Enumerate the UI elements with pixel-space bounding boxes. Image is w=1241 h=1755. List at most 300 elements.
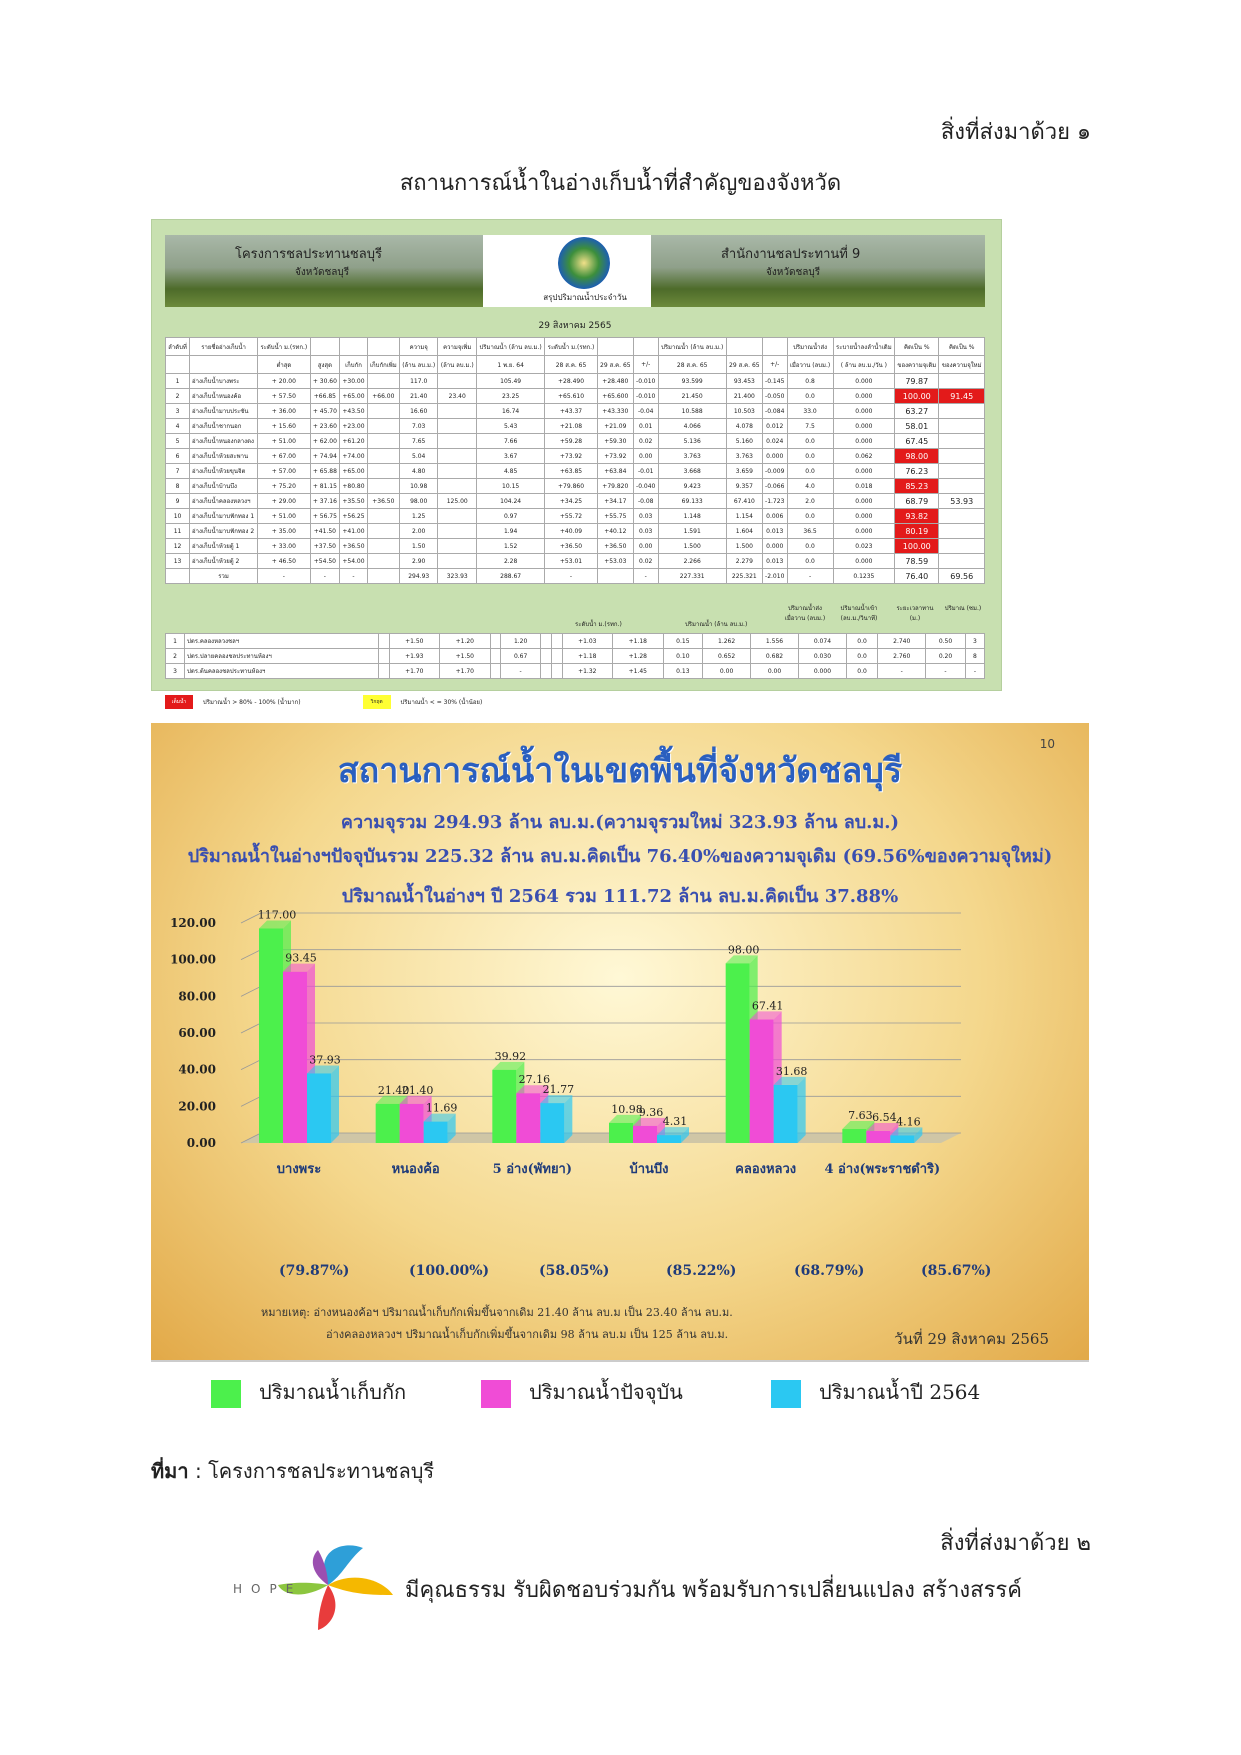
table-cell: +65.00: [340, 464, 368, 479]
table-cell: +21.08: [545, 419, 598, 434]
table-cell: + 33.00: [258, 539, 311, 554]
table-cell: 68.79: [895, 494, 939, 509]
table-cell: 6: [166, 449, 190, 464]
header-cell: คิดเป็น %: [895, 338, 939, 356]
sum-cell: 288.67: [477, 569, 545, 584]
regulator-cell: 0.20: [926, 649, 966, 664]
header-cell: ความจุเพิ่ม: [438, 338, 477, 356]
table-cell: 0.000: [833, 554, 895, 569]
bar-side: [331, 1065, 339, 1143]
table-cell: 0.018: [833, 479, 895, 494]
grid-diagonal: [241, 1060, 261, 1070]
table-cell: [939, 509, 985, 524]
legend-yellow-box: วิกฤต: [363, 695, 391, 709]
table-cell: อ่างเก็บน้ำชากนอก: [190, 419, 258, 434]
table-cell: +21.09: [597, 419, 633, 434]
table-cell: +28.480: [597, 374, 633, 389]
table-cell: 4.80: [399, 464, 438, 479]
header-cell: ปริมาณน้ำ (ล้าน ลบ.ม.): [658, 338, 726, 356]
sum-cell: 227.331: [658, 569, 726, 584]
regulator-cell: 0.0: [846, 664, 877, 679]
header-cell: ระบายน้ำลงลำน้ำเดิม: [833, 338, 895, 356]
bar-0: [376, 1104, 400, 1143]
table-cell: 0.000: [833, 494, 895, 509]
table-cell: + 75.20: [258, 479, 311, 494]
table-cell: 21.400: [726, 389, 762, 404]
table-cell: 76.23: [895, 464, 939, 479]
bar-1: [750, 1019, 774, 1143]
right-province: จังหวัดชลบุรี: [766, 267, 821, 278]
table-cell: + 62.00: [310, 434, 340, 449]
table-cell: 1.604: [726, 524, 762, 539]
table-cell: 5.04: [399, 449, 438, 464]
sum-cell: -2.010: [762, 569, 787, 584]
table-cell: + 81.15: [310, 479, 340, 494]
table-cell: +63.84: [597, 464, 633, 479]
table-cell: 0.0: [787, 554, 833, 569]
regulator-cell: [378, 634, 389, 649]
table-cell: 1.591: [658, 524, 726, 539]
sum-cell: -: [545, 569, 598, 584]
category-label: บางพระ: [276, 1162, 322, 1177]
table-cell: 105.49: [477, 374, 545, 389]
regulator-cell: 0.0: [846, 649, 877, 664]
table-cell: 80.19: [895, 524, 939, 539]
table-cell: + 56.75: [310, 509, 340, 524]
regulator-row: [166, 664, 985, 679]
regulator-cell: +1.50: [389, 634, 440, 649]
bar-2: [774, 1085, 798, 1143]
header-cell: [762, 338, 787, 356]
table-cell: +54.00: [340, 554, 368, 569]
sum-cell: [367, 569, 399, 584]
table-cell: 125.00: [438, 494, 477, 509]
right-org: สำนักงานชลประทานที่ 9: [721, 247, 861, 262]
table-cell: [367, 374, 399, 389]
table-cell: 93.599: [658, 374, 726, 389]
legend-label-storage: ปริมาณน้ำเก็บกัก: [259, 1380, 407, 1404]
table-cell: 0.000: [833, 419, 895, 434]
table-cell: อ่างเก็บน้ำห้วยสะพาน: [190, 449, 258, 464]
table-cell: 1.50: [399, 539, 438, 554]
table-cell: +79.820: [597, 479, 633, 494]
table-cell: [367, 554, 399, 569]
sec2-header-period: ระยะเวลาทาน (ม.): [896, 605, 934, 622]
regulator-cell: [540, 664, 551, 679]
sum-cell: 69.56: [939, 569, 985, 584]
sec2-header-level: ระดับน้ำ ม.(รทก.): [575, 621, 622, 628]
table-cell: [939, 464, 985, 479]
table-cell: +40.09: [545, 524, 598, 539]
regulator-cell: +1.03: [562, 634, 613, 649]
bar-0: [726, 963, 750, 1143]
table-cell: [367, 509, 399, 524]
table-cell: 23.25: [477, 389, 545, 404]
slide-title: สถานการณ์น้ำในเขตพื้นที่จังหวัดชลบุรี: [337, 751, 903, 791]
legend-red-box: เต็มน้ำ: [165, 695, 193, 709]
header-cell: [597, 338, 633, 356]
header-cell: ระดับน้ำ ม.(รทก.): [258, 338, 311, 356]
royal-irrigation-seal-icon: [558, 237, 610, 289]
regulator-cell: 0.50: [926, 634, 966, 649]
subheader-cell: +/-: [762, 356, 787, 374]
table-cell: 1.94: [477, 524, 545, 539]
table-cell: 67.45: [895, 434, 939, 449]
regulator-cell: +1.32: [562, 664, 613, 679]
y-tick-label: 20.00: [178, 1099, 216, 1114]
category-label: คลองหลวง: [735, 1162, 797, 1177]
hope-logo: [233, 1540, 398, 1630]
table-cell: 0.0: [787, 389, 833, 404]
table-cell: + 46.50: [258, 554, 311, 569]
table-cell: +63.85: [545, 464, 598, 479]
legend-swatch-green: [211, 1380, 241, 1408]
table-cell: 0.000: [833, 374, 895, 389]
table-cell: +66.85: [310, 389, 340, 404]
table-cell: 10.15: [477, 479, 545, 494]
table-cell: 0.024: [762, 434, 787, 449]
sum-cell: -: [258, 569, 311, 584]
subheader-cell: +/-: [633, 356, 658, 374]
regulator-cell: 0.682: [751, 649, 799, 664]
table-cell: +55.75: [597, 509, 633, 524]
bar-value-label: 31.68: [775, 1064, 808, 1078]
table-cell: 5.136: [658, 434, 726, 449]
bar-2: [424, 1122, 448, 1143]
regulator-cell: +1.70: [389, 664, 440, 679]
regulator-cell: 0.0: [846, 634, 877, 649]
table-cell: 5: [166, 434, 190, 449]
table-cell: [939, 524, 985, 539]
table-cell: 0.000: [833, 404, 895, 419]
bar-0: [609, 1123, 633, 1143]
table-cell: +73.92: [545, 449, 598, 464]
subheader-cell: ของความจุใหม่: [939, 356, 985, 374]
table-cell: 3.763: [726, 449, 762, 464]
regulator-cell: 0.030: [798, 649, 846, 664]
table-cell: 0.8: [787, 374, 833, 389]
table-cell: อ่างเก็บน้ำห้วยขุนจิต: [190, 464, 258, 479]
table-cell: + 29.00: [258, 494, 311, 509]
sum-cell: [166, 569, 190, 584]
bar-2: [540, 1103, 564, 1143]
regulator-cell: +1.70: [440, 664, 491, 679]
table-cell: 9.357: [726, 479, 762, 494]
regulator-cell: ปตร.ต้นคลองชลประทานห้องฯ: [185, 664, 379, 679]
table-cell: 85.23: [895, 479, 939, 494]
table-cell: [438, 404, 477, 419]
regulator-cell: 0.652: [703, 649, 751, 664]
subheader-cell: [190, 356, 258, 374]
bar-2: [890, 1135, 914, 1143]
table-cell: 0.0: [787, 539, 833, 554]
regulator-cell: 2: [166, 649, 185, 664]
regulator-cell: 0.00: [751, 664, 799, 679]
table-cell: +80.80: [340, 479, 368, 494]
seal-caption: สรุปปริมาณน้ำประจำวัน: [543, 293, 627, 302]
category-label: หนองค้อ: [391, 1162, 440, 1177]
table-cell: [939, 539, 985, 554]
regulator-cell: 0.074: [798, 634, 846, 649]
table-row: [166, 374, 985, 389]
legend-label-current: ปริมาณน้ำปัจจุบัน: [529, 1380, 683, 1404]
table-cell: 2.28: [477, 554, 545, 569]
bar-value-label: 39.92: [494, 1049, 527, 1063]
header-cell: รายชื่ออ่างเก็บน้ำ: [190, 338, 258, 356]
table-cell: อ่างเก็บน้ำคลองหลวงฯ: [190, 494, 258, 509]
table-cell: 5.160: [726, 434, 762, 449]
bar-value-label: 9.36: [638, 1105, 664, 1119]
table-cell: 7.5: [787, 419, 833, 434]
table-cell: [438, 434, 477, 449]
table-cell: + 20.00: [258, 374, 311, 389]
y-tick-label: 120.00: [170, 916, 216, 930]
table-cell: 10.98: [399, 479, 438, 494]
table-legend: [165, 695, 482, 711]
bar-value-label: 37.93: [309, 1053, 341, 1067]
regulator-cell: [490, 664, 501, 679]
table-cell: 69.133: [658, 494, 726, 509]
regulator-cell: 0.13: [663, 664, 703, 679]
percent-label-2: (100.00%): [409, 1263, 490, 1279]
table-cell: 0.0: [787, 464, 833, 479]
bar-value-label: 21.40: [377, 1083, 410, 1097]
table-cell: 16.60: [399, 404, 438, 419]
table-cell: อ่างเก็บน้ำมาบฟักทอง 1: [190, 509, 258, 524]
regulator-cell: 0.000: [798, 664, 846, 679]
table-cell: 0.006: [762, 509, 787, 524]
table-cell: [939, 419, 985, 434]
table-cell: + 37.16: [310, 494, 340, 509]
table-cell: 2.266: [658, 554, 726, 569]
bar-value-label: 27.16: [518, 1073, 551, 1087]
regulator-cell: [378, 664, 389, 679]
left-province: จังหวัดชลบุรี: [295, 267, 350, 278]
legend-swatch-cyan: [771, 1380, 801, 1408]
table-cell: 3: [166, 404, 190, 419]
table-cell: + 45.70: [310, 404, 340, 419]
table-cell: 2.279: [726, 554, 762, 569]
table-cell: 2.90: [399, 554, 438, 569]
grid-diagonal: [241, 986, 261, 996]
table-cell: 8: [166, 479, 190, 494]
percent-label-6: (85.67%): [921, 1263, 992, 1279]
sum-cell: 0.1235: [833, 569, 895, 584]
regulator-cell: 3: [965, 634, 984, 649]
subheader-cell: ( ล้าน ลบ.ม./วัน ): [833, 356, 895, 374]
subheader-cell: ของความจุเดิม: [895, 356, 939, 374]
table-cell: 1.500: [726, 539, 762, 554]
table-cell: +40.12: [597, 524, 633, 539]
table-header-row-2: [166, 356, 985, 374]
category-label: 5 อ่าง(พัทยา): [492, 1162, 573, 1177]
header-cell: ลำดับที่: [166, 338, 190, 356]
bar-2: [307, 1073, 331, 1143]
table-cell: อ่างเก็บน้ำมาบฟักทอง 2: [190, 524, 258, 539]
bar-1: [516, 1093, 540, 1143]
table-cell: 10: [166, 509, 190, 524]
y-tick-label: 0.00: [186, 1136, 216, 1150]
table-cell: 104.24: [477, 494, 545, 509]
table-cell: +65.610: [545, 389, 598, 404]
table-cell: 0.03: [633, 524, 658, 539]
bar-0: [492, 1070, 516, 1143]
table-cell: +65.600: [597, 389, 633, 404]
subheader-cell: 29 ส.ค. 65: [726, 356, 762, 374]
table-cell: 3.659: [726, 464, 762, 479]
table-cell: อ่างเก็บน้ำห้วยตู้ 2: [190, 554, 258, 569]
sum-cell: -: [787, 569, 833, 584]
source-line: [151, 1455, 434, 1487]
table-cell: 0.000: [833, 464, 895, 479]
table-cell: 58.01: [895, 419, 939, 434]
regulator-row: [166, 634, 985, 649]
source-text: : โครงการชลประทานชลบุรี: [188, 1459, 435, 1483]
table-cell: 100.00: [895, 539, 939, 554]
water-situation-slide: [151, 723, 1089, 1360]
table-cell: 1.500: [658, 539, 726, 554]
table-cell: 0.02: [633, 434, 658, 449]
left-org: โครงการชลประทานชลบุรี: [235, 247, 382, 262]
table-cell: 63.27: [895, 404, 939, 419]
regulator-cell: -: [965, 664, 984, 679]
regulator-cell: [490, 649, 501, 664]
reservoir-bar-chart: [151, 903, 1089, 1243]
table-cell: 0.02: [633, 554, 658, 569]
sum-cell: -: [340, 569, 368, 584]
table-cell: 0.000: [833, 509, 895, 524]
table-cell: [438, 464, 477, 479]
table-cell: 9: [166, 494, 190, 509]
table-row: [166, 434, 985, 449]
table-cell: + 23.60: [310, 419, 340, 434]
table-cell: 93.82: [895, 509, 939, 524]
table-cell: +73.92: [597, 449, 633, 464]
table-cell: 4.066: [658, 419, 726, 434]
table-cell: อ่างเก็บน้ำห้วยตู้ 1: [190, 539, 258, 554]
table-cell: [939, 449, 985, 464]
table-cell: [367, 464, 399, 479]
table-cell: +41.50: [310, 524, 340, 539]
table-cell: อ่างเก็บน้ำหนองค้อ: [190, 389, 258, 404]
regulator-cell: +1.50: [440, 649, 491, 664]
table-row: [166, 449, 985, 464]
table-cell: [367, 524, 399, 539]
table-cell: -1.723: [762, 494, 787, 509]
table-cell: 12: [166, 539, 190, 554]
y-tick-label: 80.00: [178, 989, 216, 1004]
y-tick-label: 40.00: [178, 1062, 216, 1077]
table-cell: +35.50: [340, 494, 368, 509]
table-cell: + 57.50: [258, 389, 311, 404]
table-cell: อ่างเก็บน้ำบางพระ: [190, 374, 258, 389]
table-cell: อ่างเก็บน้ำบ้านบึง: [190, 479, 258, 494]
table-cell: 2.0: [787, 494, 833, 509]
table-cell: 16.74: [477, 404, 545, 419]
table-cell: 1: [166, 374, 190, 389]
table-cell: +53.03: [597, 554, 633, 569]
regulator-cell: 1: [166, 634, 185, 649]
sec2-header-volume: ปริมาณน้ำ (ล้าน ลบ.ม.): [685, 621, 748, 628]
table-cell: [367, 539, 399, 554]
table-cell: 0.013: [762, 524, 787, 539]
table-cell: +36.50: [597, 539, 633, 554]
table-cell: 7.66: [477, 434, 545, 449]
table-cell: 1.154: [726, 509, 762, 524]
slide-current-line: ปริมาณน้ำในอ่างฯปัจจุบันรวม 225.32 ล้าน ลบ.ม.คิดเป็น 76.40%ของความจุเดิม (69.56%ของความจุใหม่): [187, 846, 1053, 867]
bar-side: [798, 1077, 806, 1143]
bar-value-label: 21.77: [542, 1083, 575, 1097]
table-cell: [939, 404, 985, 419]
table-cell: 7: [166, 464, 190, 479]
subheader-cell: [166, 356, 190, 374]
table-cell: [939, 374, 985, 389]
header-cell: คิดเป็น %: [939, 338, 985, 356]
bar-1: [400, 1104, 424, 1143]
table-cell: 67.410: [726, 494, 762, 509]
regulator-cell: -: [501, 664, 541, 679]
bar-value-label: 10.98: [611, 1102, 643, 1116]
regulator-cell: 2.740: [878, 634, 926, 649]
table-cell: [939, 479, 985, 494]
table-cell: 0.00: [633, 539, 658, 554]
subheader-cell: สูงสุด: [310, 356, 340, 374]
table-cell: 33.0: [787, 404, 833, 419]
table-cell: [939, 554, 985, 569]
table-cell: 0.0: [787, 509, 833, 524]
table-cell: 3.668: [658, 464, 726, 479]
table-cell: 78.59: [895, 554, 939, 569]
slide-note-1: หมายเหตุ: อ่างหนองค้อฯ ปริมาณน้ำเก็บกักเพิ่มขึ้นจากเดิม 21.40 ล้าน ลบ.ม เป็น 23.40 ล้าน ลบ.ม.: [261, 1306, 733, 1319]
table-cell: 1.25: [399, 509, 438, 524]
table-cell: 21.450: [658, 389, 726, 404]
table-cell: 21.40: [399, 389, 438, 404]
table-cell: [939, 434, 985, 449]
legend-item-current: [481, 1376, 683, 1408]
table-cell: +23.00: [340, 419, 368, 434]
table-cell: 0.00: [633, 449, 658, 464]
regulator-cell: +1.18: [562, 649, 613, 664]
grid-diagonal: [241, 1096, 261, 1106]
table-row: [166, 494, 985, 509]
attachment-label-2: สิ่งที่ส่งมาด้วย ๒: [940, 1531, 1091, 1556]
legend-item-2564: [771, 1376, 980, 1408]
bar-1: [283, 972, 307, 1143]
table-cell: 7.65: [399, 434, 438, 449]
table-cell: [438, 524, 477, 539]
bar-value-label: 98.00: [727, 943, 760, 957]
table-cell: 10.588: [658, 404, 726, 419]
subheader-cell: 1 พ.ย. 64: [477, 356, 545, 374]
bar-0: [842, 1129, 866, 1143]
bar-value-label: 21.40: [401, 1083, 434, 1097]
table-cell: +65.00: [340, 389, 368, 404]
chart-legend: [151, 1360, 1089, 1426]
legend-item-storage: [211, 1376, 406, 1408]
reservoir-photo-right: [651, 235, 985, 307]
subheader-cell: 29 ส.ค. 65: [597, 356, 633, 374]
table-cell: 3.763: [658, 449, 726, 464]
regulator-cell: [551, 664, 562, 679]
source-label: ที่มา: [151, 1459, 189, 1483]
table-cell: 0.000: [762, 539, 787, 554]
table-header-banner: [165, 235, 985, 307]
sec2-header-delivery: ปริมาณน้ำส่ง เมื่อวาน (ลบม.): [784, 605, 826, 622]
table-row: [166, 539, 985, 554]
y-tick-label: 60.00: [178, 1026, 216, 1040]
table-cell: 100.00: [895, 389, 939, 404]
subheader-cell: เก็บกัก: [340, 356, 368, 374]
